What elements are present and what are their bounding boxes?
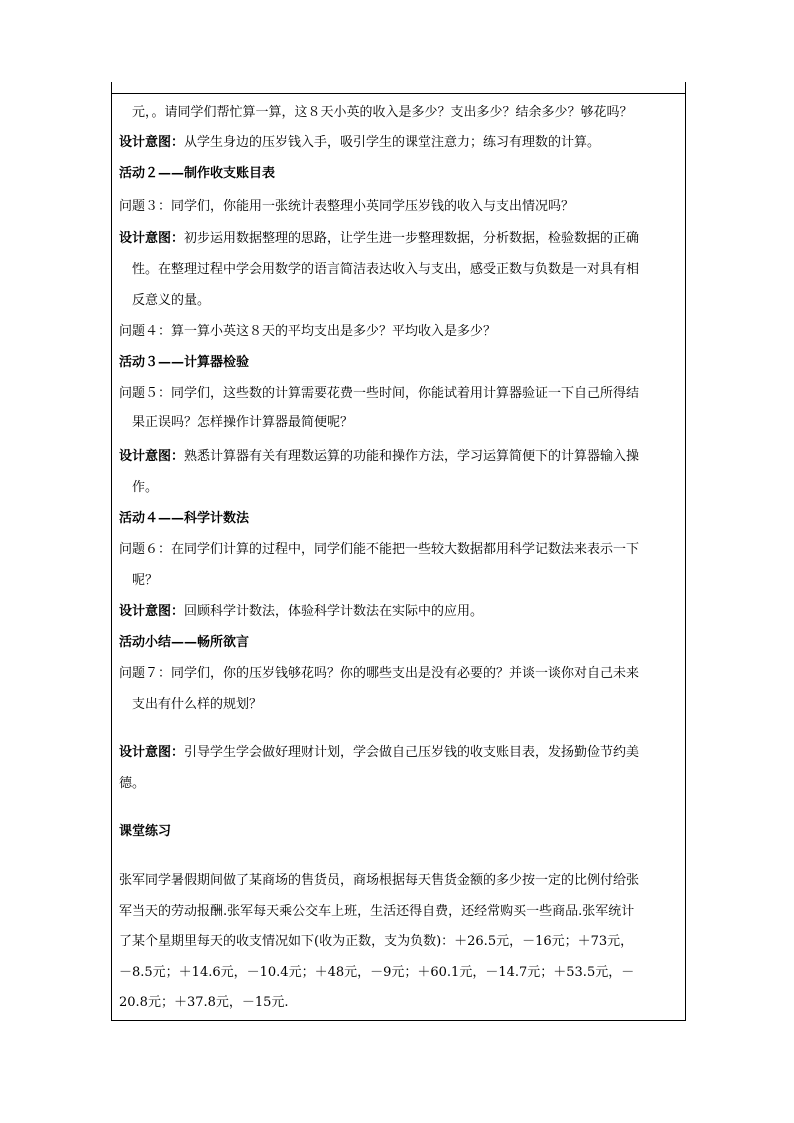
activity-heading: 活动３——计算器检验 [119, 355, 250, 370]
exercise-line: 张军同学暑假期间做了某商场的售货员，商场根据每天售货金额的多少按一定的比例付给张 [119, 873, 640, 888]
text-line: 呢？ [132, 573, 159, 588]
table-left-border-top [111, 82, 112, 93]
exercise-line: 军当天的劳动报酬.张军每天乘公交车上班，生活还得自费，还经常购买一些商品.张军统计 [119, 904, 635, 919]
exercise-line: 了某个星期里每天的收支情况如下(收为正数，支为负数)：＋26.5元，－16元；＋73元， [119, 934, 634, 949]
table-right-border-top [685, 82, 686, 93]
activity-heading: 活动小结——畅所欲言 [119, 635, 250, 650]
text-line: 作。 [132, 480, 159, 495]
design-intent-label: 设计意图： [119, 449, 185, 464]
design-intent-label: 设计意图： [119, 745, 185, 760]
design-intent-line: 设计意图：熟悉计算器有关有理数运算的功能和操作方法，学习运算简便下的计算器输入操 [119, 449, 640, 464]
question-line: 问题３：同学们，你能用一张统计表整理小英同学压岁钱的收入与支出情况吗？ [119, 199, 575, 214]
design-intent-label: 设计意图： [119, 231, 185, 246]
text-line: 性。在整理过程中学会用数学的语言简洁表达收入与支出，感受正数与负数是一对具有相 [132, 262, 640, 277]
text-line: 支出有什么样的规划？ [132, 697, 263, 712]
design-intent-line: 设计意图：回顾科学计数法，体验科学计数法在实际中的应用。 [119, 604, 484, 619]
question-line: 问题５：同学们，这些数的计算需要花费一些时间，你能试着用计算器验证一下自己所得结 [119, 386, 640, 401]
text-line: 果正误吗？怎样操作计算器最简便呢？ [132, 415, 354, 430]
text-line: 元，。请同学们帮忙算一算，这８天小英的收入是多少？支出多少？结余多少？够花吗？ [132, 105, 633, 120]
question-line: 问题６：在同学们计算的过程中，同学们能不能把一些较大数据都用科学记数法来表示一下 [119, 542, 640, 557]
text-line: 德。 [119, 776, 146, 791]
question-line: 问题４：算一算小英这８天的平均支出是多少？平均收入是多少？ [119, 324, 497, 339]
activity-heading: 活动２——制作收支账目表 [119, 166, 276, 181]
exercise-line: －8.5元；＋14.6元，－10.4元；＋48元，－9元；＋60.1元，－14.7元；＋53.5元，－ [119, 965, 635, 980]
section-heading: 课堂练习 [119, 824, 172, 839]
exercise-line: 20.8元；＋37.8元，－15元. [119, 995, 289, 1010]
design-intent-line: 设计意图：初步运用数据整理的思路，让学生进一步整理数据，分析数据，检验数据的正确 [119, 231, 640, 246]
design-intent-line: 设计意图：引导学生学会做好理财计划，学会做自己压岁钱的收支账目表，发扬勤俭节约美 [119, 745, 640, 760]
design-intent-label: 设计意图： [119, 135, 185, 150]
design-intent-label: 设计意图： [119, 604, 185, 619]
question-line: 问题７：同学们，你的压岁钱够花吗？你的哪些支出是没有必要的？并谈一谈你对自己未来 [119, 666, 640, 681]
design-intent-line: 设计意图：从学生身边的压岁钱入手，吸引学生的课堂注意力；练习有理数的计算。 [119, 135, 601, 150]
activity-heading: 活动４——科学计数法 [119, 511, 250, 526]
text-line: 反意义的量。 [132, 293, 211, 308]
